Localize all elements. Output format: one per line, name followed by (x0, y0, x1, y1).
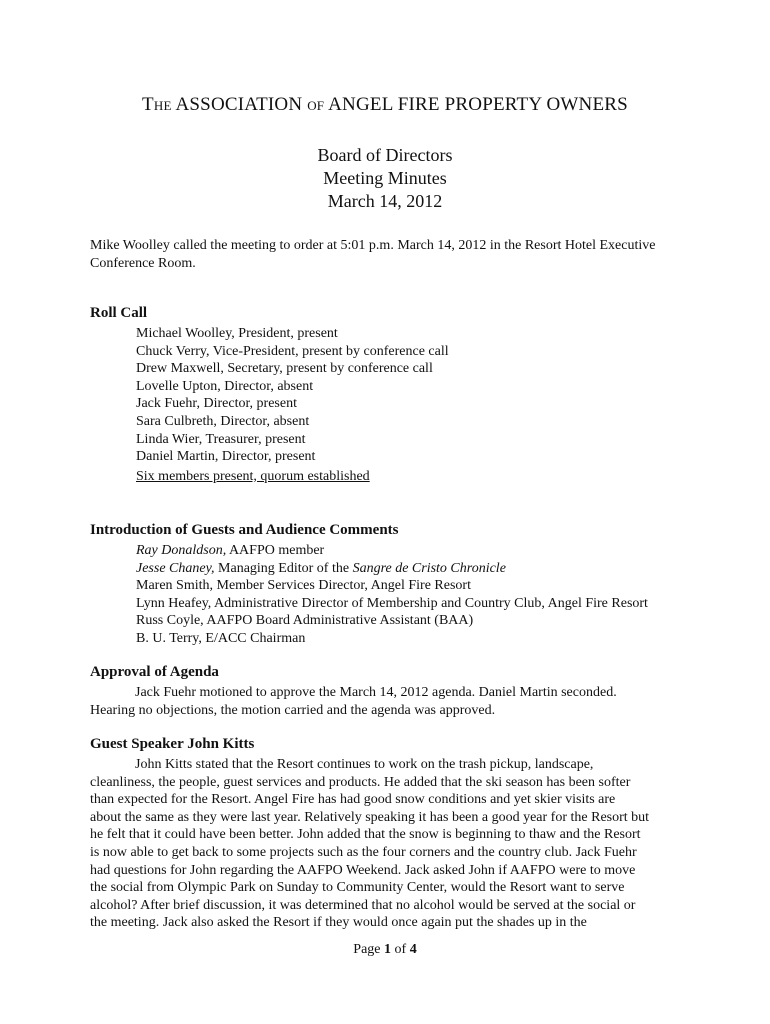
guests-list (136, 542, 648, 648)
guest-role: Managing Editor of the (214, 560, 353, 576)
roll-call-member: Jack Fuehr, Director, present (136, 396, 297, 412)
quorum-statement: Six members present, quorum established (136, 468, 370, 484)
speaker-line: he felt that it could have been better. John added that the snow is beginning to thaw and the Resort (90, 827, 641, 843)
guest-name: Ray Donaldson, (136, 543, 227, 558)
publication-name: Sangre de Cristo Chronicle (352, 560, 506, 576)
page-number: 1 (384, 942, 392, 957)
subtitle-date: March 14, 2012 (327, 191, 443, 211)
document-title: The ASSOCIATION of ANGEL FIRE PROPERTY OWNERS (142, 94, 628, 115)
speaker-line: than expected for the Resort. Angel Fire has had good snow conditions and yet skier visits are (90, 792, 616, 808)
opening-paragraph (90, 237, 690, 272)
speaker-heading: Guest Speaker John Kitts (90, 736, 255, 752)
page-of-label: of (391, 942, 410, 957)
speaker-line: the meeting. Jack also asked the Resort if they would once again put the shades up in the (90, 915, 587, 931)
speaker-paragraph (90, 756, 690, 932)
roll-call-member: Chuck Verry, Vice-President, present by conference call (136, 343, 449, 359)
roll-call-member: Sara Culbreth, Director, absent (136, 413, 310, 429)
page-label: Page (353, 942, 385, 957)
speaker-line: the social from Olympic Park on Sunday to Community Center, would the Resort want to serve (90, 880, 625, 896)
roll-call-member: Linda Wier, Treasurer, present (136, 431, 306, 447)
opening-line-1: Mike Woolley called the meeting to order at 5:01 p.m. March 14, 2012 in the Resort Hotel Executive (90, 238, 656, 253)
speaker-line: had questions for John regarding the AAFPO Weekend. Jack asked John if AAFPO were to move (90, 862, 636, 878)
roll-call-member: Drew Maxwell, Secretary, present by conference call (136, 361, 433, 377)
page-footer (0, 942, 770, 958)
guest-item (136, 542, 648, 560)
guest-item: Lynn Heafey, Administrative Director of Membership and Country Club, Angel Fire Resort (136, 595, 648, 611)
speaker-line: alcohol? After brief discussion, it was determined that no alcohol would be served at the social or (90, 897, 636, 913)
speaker-line: John Kitts stated that the Resort continues to work on the trash pickup, landscape, (135, 757, 594, 772)
page-total: 4 (409, 942, 417, 957)
guest-item: B. U. Terry, E/ACC Chairman (136, 630, 306, 646)
roll-call-list (136, 325, 449, 485)
speaker-line: is now able to get back to some projects such as the four corners and the country club. Jack Fuehr (90, 844, 637, 860)
roll-call-member: Lovelle Upton, Director, absent (136, 378, 314, 394)
agenda-line-2: Hearing no objections, the motion carried and the agenda was approved. (90, 702, 496, 718)
subtitle-board: Board of Directors (317, 145, 453, 165)
guest-item: Russ Coyle, AAFPO Board Administrative Assistant (BAA) (136, 613, 474, 629)
roll-call-member: Daniel Martin, Director, present (136, 449, 316, 465)
agenda-heading: Approval of Agenda (90, 664, 219, 680)
roll-call-heading: Roll Call (90, 305, 148, 321)
guest-name: Jesse Chaney, (136, 560, 215, 576)
speaker-line: about the same as they were last year. Relatively speaking it has been a good year for the Resort but (90, 809, 650, 825)
guest-item (136, 560, 648, 578)
speaker-line: cleanliness, the people, guest services and products. He added that the ski season has been softer (90, 774, 631, 790)
guest-item: Maren Smith, Member Services Director, Angel Fire Resort (136, 578, 471, 594)
guest-role: AAFPO member (226, 543, 325, 558)
agenda-line-1: Jack Fuehr motioned to approve the March 14, 2012 agenda. Daniel Martin seconded. (135, 685, 617, 700)
roll-call-member: Michael Woolley, President, present (136, 326, 338, 341)
subtitle-minutes: Meeting Minutes (323, 168, 447, 188)
opening-line-2: Conference Room. (90, 255, 196, 271)
guests-heading: Introduction of Guests and Audience Comments (90, 522, 399, 538)
agenda-paragraph (90, 684, 690, 719)
